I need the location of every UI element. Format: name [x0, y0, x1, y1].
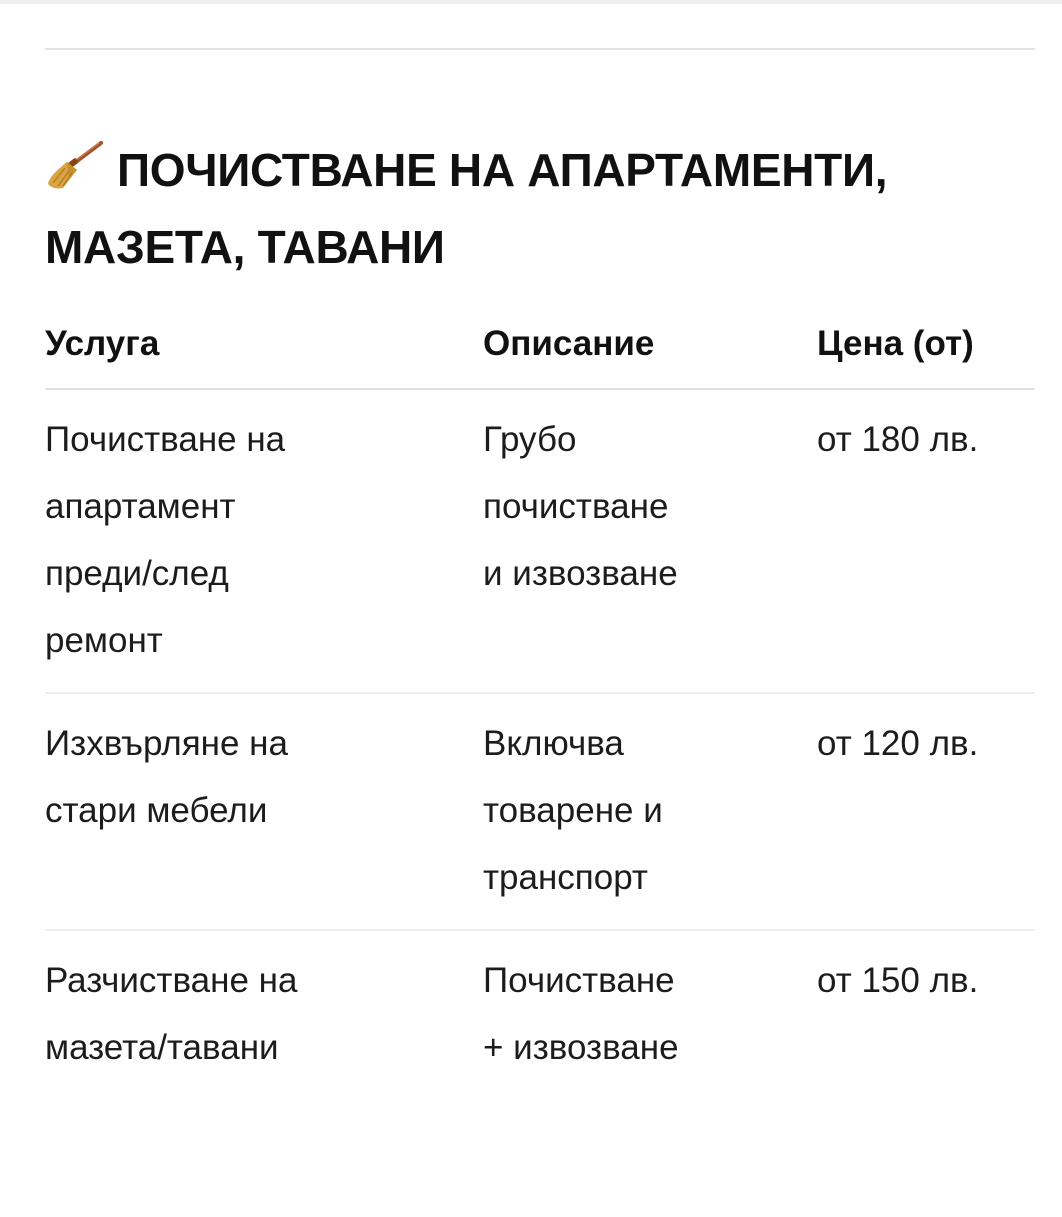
top-edge-bar	[0, 0, 1062, 4]
table-row	[45, 390, 1035, 694]
price-cell: от 120 лв.	[817, 724, 979, 763]
service-cell	[45, 947, 483, 1081]
broom-icon	[45, 138, 105, 190]
table-row	[45, 931, 1035, 1099]
service-line: преди/след	[45, 554, 229, 593]
section-title-line1: ПОЧИСТВАНЕ НА АПАРТАМЕНТИ,	[117, 144, 888, 196]
description-line: почистване	[483, 487, 669, 526]
description-line: Почистване	[483, 961, 675, 1000]
service-line: Разчистване на	[45, 961, 298, 1000]
description-cell	[483, 710, 817, 911]
description-cell	[483, 406, 817, 674]
description-line: Грубо	[483, 420, 577, 459]
description-line: + извозване	[483, 1028, 679, 1067]
service-cell	[45, 406, 483, 674]
description-line: товарене и	[483, 791, 663, 830]
description-cell	[483, 947, 817, 1081]
table-row	[45, 694, 1035, 931]
service-line: апартамент	[45, 487, 236, 526]
service-line: Почистване на	[45, 420, 286, 459]
description-line: Включва	[483, 724, 624, 763]
price-cell: от 150 лв.	[817, 961, 979, 1000]
description-line: транспорт	[483, 858, 648, 897]
section-title	[45, 132, 1005, 286]
header-price: Цена (от)	[817, 324, 974, 363]
header-description: Описание	[483, 324, 655, 363]
section-divider	[45, 48, 1035, 50]
description-line: и извозване	[483, 554, 678, 593]
service-cell	[45, 710, 483, 911]
section-title-line2: МАЗЕТА, ТАВАНИ	[45, 221, 445, 273]
service-line: стари мебели	[45, 791, 268, 830]
service-line: ремонт	[45, 621, 163, 660]
price-cell: от 180 лв.	[817, 420, 979, 459]
table-header-row	[45, 310, 1035, 390]
service-line: Изхвърляне на	[45, 724, 288, 763]
header-service: Услуга	[45, 324, 160, 363]
service-line: мазета/тавани	[45, 1028, 279, 1067]
price-table	[45, 310, 1035, 1099]
